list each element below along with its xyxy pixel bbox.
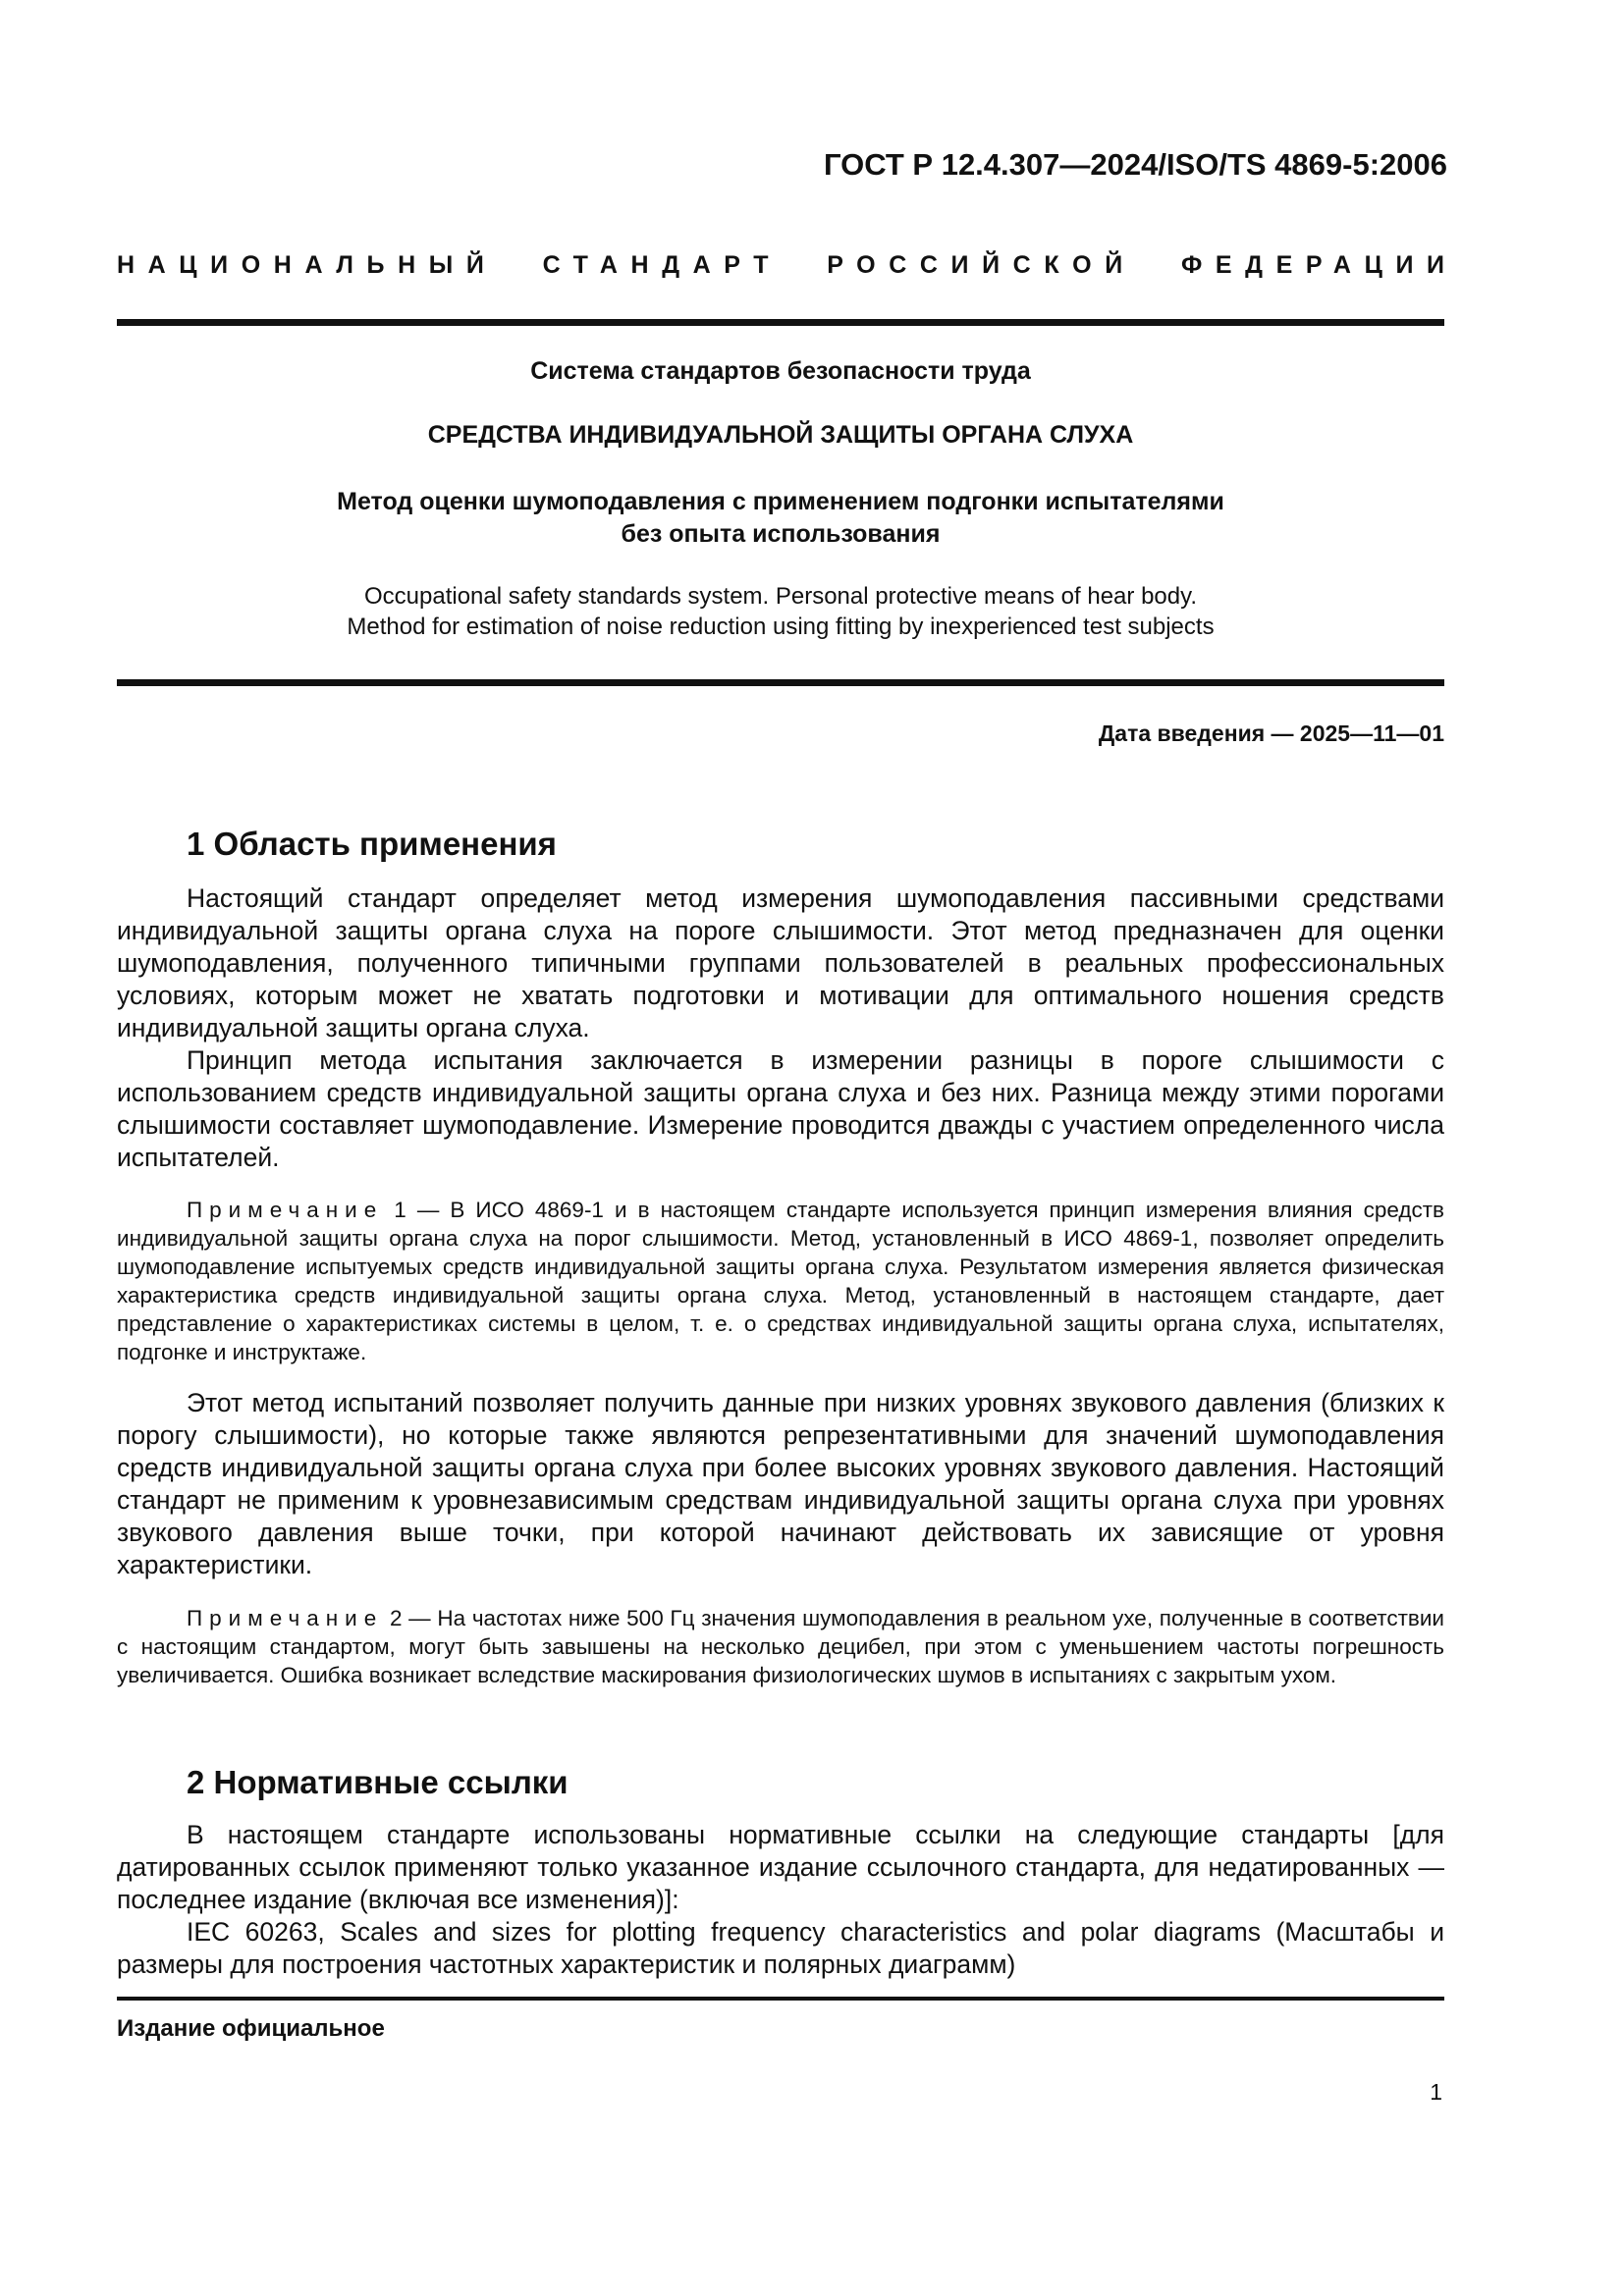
paragraph: В настоящем стандарте использованы нормативные ссылки на следующие стандарты [для датированных ссылок применяют только указанное издание ссылочного стандарта, для недатированных — последнее издание (включая все изменения)]: xyxy=(117,1820,1444,1914)
middle-divider xyxy=(117,679,1444,686)
main-title: СРЕДСТВА ИНДИВИДУАЛЬНОЙ ЗАЩИТЫ ОРГАНА СЛУХА xyxy=(427,421,1134,449)
note-text: 1 — В ИСО 4869-1 и в настоящем стандарте используется принцип измерения влияния средств индивидуальной защиты органа слуха на порог слышимости. Метод, установленный в ИСО 4869-1, позволяет определить шумоподавление испытуемых средств индивидуальной защиты органа слуха. Результатом измерения является физическая характеристика средств индивидуальной защиты органа слуха. Метод, установленный в настоящем стандарте, дает представление о характеристиках системы в целом, т. е. о средствах индивидуальной защиты органа слуха, испытателях, подгонке и инструктаже. xyxy=(117,1198,1444,1364)
method-title xyxy=(117,486,1444,551)
note-label: Примечание xyxy=(187,1606,384,1630)
system-title: Система стандартов безопасности труда xyxy=(530,357,1031,385)
official-edition-label: Издание официальное xyxy=(117,2015,385,2042)
note-text: 2 — На частотах ниже 500 Гц значения шумоподавления в реальном ухе, полученные в соответствии с настоящим стандартом, могут быть завышены на несколько децибел, при этом с уменьшением частоты погрешность увеличивается. Ошибка возникает вследствие маскирования физиологических шумов в испытаниях с закрытым ухом. xyxy=(117,1606,1444,1687)
english-title xyxy=(117,581,1444,642)
standard-code: ГОСТ Р 12.4.307—2024/ISO/TS 4869-5:2006 xyxy=(823,147,1447,182)
top-divider xyxy=(117,319,1444,326)
method-title-line: без опыта использования xyxy=(621,520,941,548)
banner-word: ФЕДЕРАЦИИ xyxy=(1180,251,1458,279)
section-heading: 1 Область применения xyxy=(187,826,557,862)
paragraph: Настоящий стандарт определяет метод измерения шумоподавления пассивными средствами индивидуальной защиты органа слуха на пороге слышимости. Этот метод предназначен для оценки шумоподавления, полученного типичными группами пользователей в реальных профессиональных условиях, которым может не хватать подготовки и мотивации для оптимального ношения средств индивидуальной защиты органа слуха. xyxy=(117,883,1444,1042)
section-body xyxy=(117,1819,1444,1981)
english-title-line: Occupational safety standards system. Personal protective means of hear body. xyxy=(364,583,1197,610)
introduction-date: Дата введения — 2025—11—01 xyxy=(1098,721,1444,746)
section-heading: 2 Нормативные ссылки xyxy=(187,1764,568,1800)
reference-item: IEC 60263, Scales and sizes for plotting frequency characteristics and polar diagrams (Масштабы и размеры для построения частотных характеристик и полярных диаграмм) xyxy=(117,1917,1444,1979)
method-title-line: Метод оценки шумоподавления с применением подгонки испытателями xyxy=(337,488,1224,515)
paragraph: Этот метод испытаний позволяет получить данные при низких уровнях звукового давления (близких к порогу слышимости), но которые также являются репрезентативными для значений шумоподавления средств индивидуальной защиты органа слуха при более высоких уровнях звукового давления. Настоящий стандарт не применим к уровнезависимым средствам индивидуальной защиты органа слуха при уровнях звукового давления выше точки, при которой начинают действовать их зависящие от уровня характеристики. xyxy=(117,1388,1444,1579)
note xyxy=(117,1604,1444,1689)
page-number: 1 xyxy=(1430,2079,1442,2105)
banner-word: РОССИЙСКОЙ xyxy=(827,251,1136,279)
section-body xyxy=(117,882,1444,1174)
paragraph: Принцип метода испытания заключается в измерении разницы в пороге слышимости с использованием средств индивидуальной защиты органа слуха и без них. Разница между этими порогами слышимости составляет шумоподавление. Измерение проводится дважды с участием определенного числа испытателей. xyxy=(117,1045,1444,1172)
section-body xyxy=(117,1387,1444,1581)
note xyxy=(117,1196,1444,1366)
footer-divider xyxy=(117,1997,1444,2001)
banner-word: НАЦИОНАЛЬНЫЙ xyxy=(117,251,498,279)
banner-word: СТАНДАРТ xyxy=(542,251,783,279)
national-standard-banner xyxy=(117,251,1458,280)
note-label: Примечание xyxy=(187,1198,384,1222)
english-title-line: Method for estimation of noise reduction using fitting by inexperienced test subjects xyxy=(347,614,1215,640)
